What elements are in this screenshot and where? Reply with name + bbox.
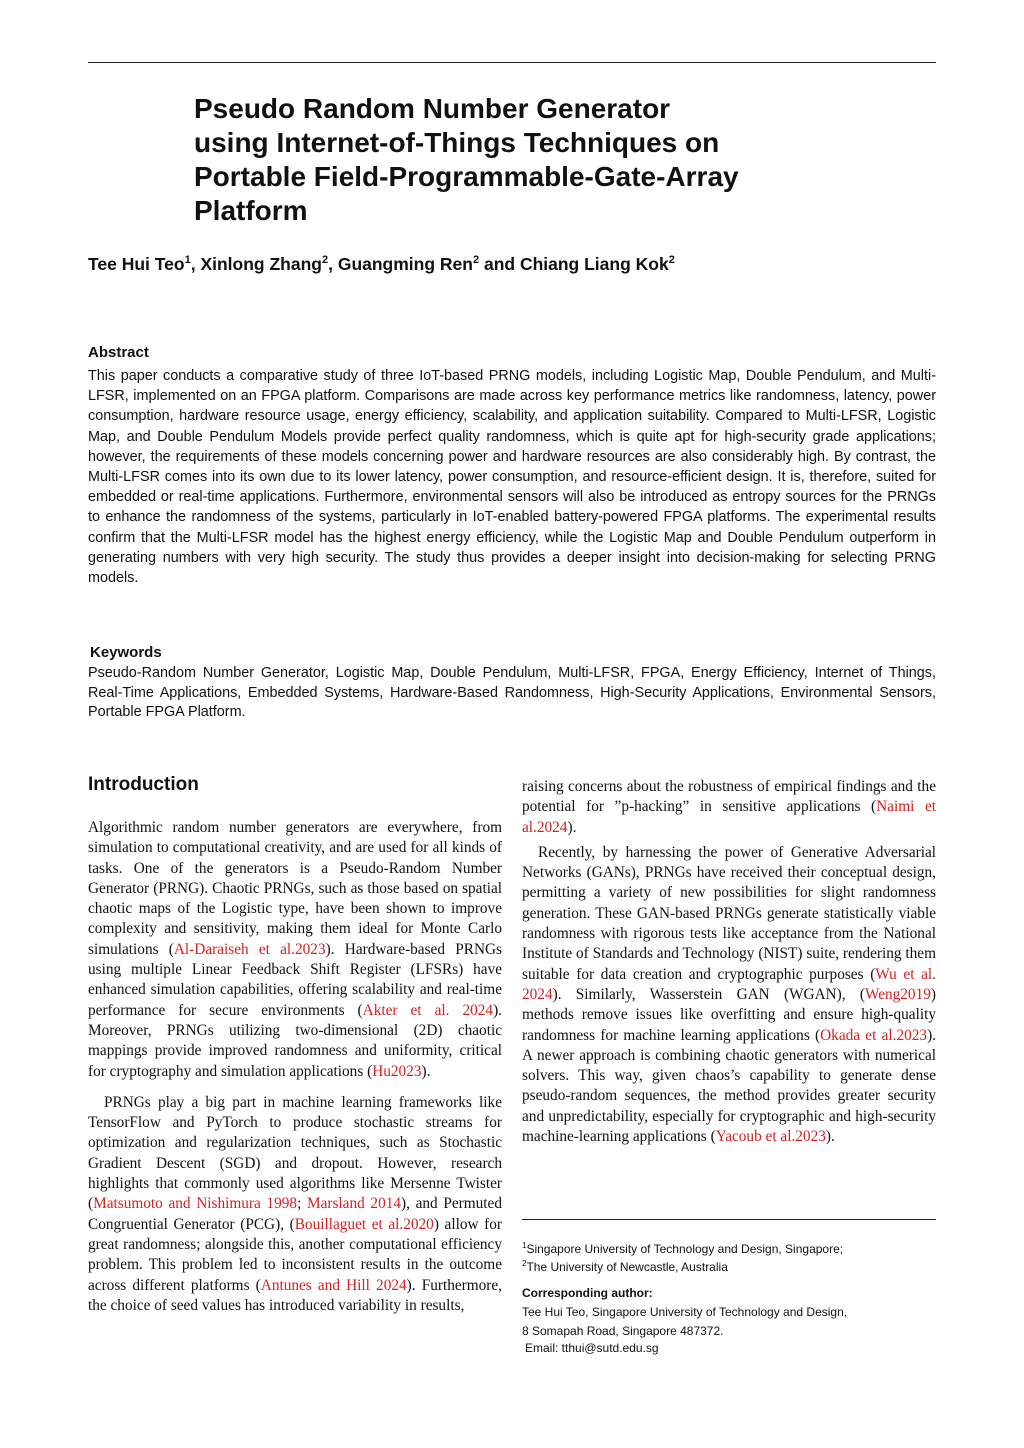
citation-link[interactable]: Hu2023 xyxy=(372,1062,422,1080)
citation-link[interactable]: Marsland 2014 xyxy=(306,1195,402,1213)
top-rule xyxy=(88,62,936,63)
title-line: Pseudo Random Number Generator xyxy=(194,93,671,124)
citation-link[interactable]: Matsumoto and Nishimura 1998 xyxy=(93,1195,298,1213)
citation-link[interactable]: Akter et al. 2024 xyxy=(362,1001,494,1019)
citation-link[interactable]: Bouillaguet et al.2020 xyxy=(294,1215,434,1233)
abstract-text: This paper conducts a comparative study of three IoT-based PRNG models, including Logistic Map, Double Pendulum, and Multi-LFSR, implemented on an FPGA platform. Comparisons are made across key performance metrics like randomness, latency, power consumption, hardware resource usage, energy efficiency, scalability, and application suitability. Compared to Multi-LFSR, Logistic Map, and Double Pendulum Models provide perfect quality randomness, which is quite apt for high-security grade applications; however, the requirements of these models concerning power and hardware resources are also considerably high. By contrast, the Multi-LFSR comes into its own due to its lower latency, power consumption, and resource-efficient design. It is, therefore, suited for embedded or real-time applications. Furthermore, environmental sensors will also be introduced as entropy sources for the PRNGs to enhance the randomness of the systems, particularly in IoT-enabled battery-powered FPGA platforms. The experimental results confirm that the Multi-LFSR model has the highest energy efficiency, while the Logistic Map and Double Pendulum outperform in generating numbers with very high security. The study thus provides a deeper insight into decision-making for selecting PRNG models. xyxy=(88,368,936,587)
citation-link[interactable]: Wu et al. 2024 xyxy=(522,965,936,1003)
affiliation-mark: 2 xyxy=(668,254,675,266)
paper-title xyxy=(194,92,834,228)
footnote-text: Singapore University of Technology and Design, Singapore; xyxy=(526,1242,844,1256)
citation-link[interactable]: Yacoub et al.2023 xyxy=(715,1128,826,1146)
title-line: using Internet-of-Things Techniques on xyxy=(194,127,720,158)
footnote-text: The University of Newcastle, Australia xyxy=(526,1260,728,1274)
right-column xyxy=(522,777,936,1147)
citation-link[interactable]: Al-Daraiseh et al.2023 xyxy=(173,940,326,958)
title-line: Platform xyxy=(194,195,308,226)
corresponding-author-heading: Corresponding author: xyxy=(522,1286,653,1300)
corresponding-author-line: Tee Hui Teo, Singapore University of Technology and Design, xyxy=(522,1305,848,1319)
paragraph: PRNGs play a big part in machine learning frameworks like TensorFlow and PyTorch to produce stochastic streams for optimization and regularization techniques, such as Stochastic Gradient Descent (SGD) and dropout. However, research highlights that commonly used algorithms like Mersenne Twister (Matsumoto and Nishimura 1998; Marsland 2014), and Permuted Congruential Generator (PCG), (Bouillaguet et al.2020) allow for great randomness; alongside this, another computational efficiency problem. This problem led to inconsistent results in the outcome across different platforms (Antunes and Hill 2024). Furthermore, the choice of seed values has introduced variability in results, xyxy=(88,1093,503,1314)
author-separator: , xyxy=(328,254,338,274)
footnote-mark: 1 xyxy=(522,1241,527,1250)
affiliation-mark: 1 xyxy=(184,254,191,266)
title-line: Portable Field-Programmable-Gate-Array xyxy=(194,161,739,192)
paragraph: Recently, by harnessing the power of Generative Adversarial Networks (GANs), PRNGs have received their conceptual design, permitting a variety of new possibilities for slight randomness generation. These GAN-based PRNGs generate statistically viable randomness with rigorous tests like acceptance from the National Institute of Standards and Technology (NIST) suite, rendering them suitable for data creation and cryptographic purposes (Wu et al. 2024). Similarly, Wasserstein GAN (WGAN), (Weng2019) methods remove issues like overfitting and ensure high-quality randomness for machine learning applications (Okada et al.2023). A newer approach is combining chaotic generators with numerical solvers. This way, given chaos’s capability to generate dense pseudo-random sequences, the method provides greater security and unpredictability, especially for cryptographic and high-security machine-learning applications (Yacoub et al.2023). xyxy=(522,843,936,1146)
author-separator: , xyxy=(190,254,201,274)
citation-link[interactable]: Okada et al.2023 xyxy=(820,1026,928,1044)
keywords-heading: Keywords xyxy=(90,644,162,661)
affiliation-mark: 2 xyxy=(321,254,329,266)
footnote xyxy=(522,1255,728,1276)
paragraph: Algorithmic random number generators are everywhere, from simulation to computational creativity, and are used for all kinds of tasks. One of the generators is a Pseudo-Random Number Generator (PRNG). Chaotic PRNGs, such as those based on spatial chaotic maps of the Logistic type, have been shown to improve complexity and sensitivity, making them ideal for Monte Carlo simulations (Al-Daraiseh et al.2023). Hardware-based PRNGs using multiple Linear Feedback Shift Register (LFSRs) have enhanced simulation capabilities, offering scalability and real-time performance for secure environments (Akter et al. 2024). Moreover, PRNGs utilizing two-dimensional (2D) chaotic mappings provide improved randomness and uniformity, critical for cryptography and simulation applications (Hu2023). xyxy=(88,819,502,1080)
author-name: Xinlong Zhang xyxy=(200,254,322,274)
citation-link[interactable]: Weng2019 xyxy=(864,985,931,1003)
citation-link[interactable]: Antunes and Hill 2024 xyxy=(260,1276,407,1294)
affiliation-mark: 2 xyxy=(472,254,480,266)
author-name: Chiang Liang Kok xyxy=(519,254,669,274)
author-list xyxy=(88,254,936,275)
author-name: Guangming Ren xyxy=(337,254,473,274)
corresponding-author-line: 8 Somapah Road, Singapore 487372. xyxy=(522,1324,724,1338)
corresponding-author-email: Email: tthui@sutd.edu.sg xyxy=(525,1341,659,1355)
left-column xyxy=(88,818,502,1316)
introduction-heading: Introduction xyxy=(88,774,199,795)
abstract-heading: Abstract xyxy=(88,344,149,361)
paragraph: raising concerns about the robustness of empirical findings and the potential for ”p-hacking” in sensitive applications (Naimi et al.2024). xyxy=(522,778,936,836)
citation-link[interactable]: Naimi et al.2024 xyxy=(522,798,936,836)
footnote-rule xyxy=(522,1219,936,1220)
keywords-text: Pseudo-Random Number Generator, Logistic Map, Double Pendulum, Multi-LFSR, FPGA, Energy Efficiency, Internet of Things, Real-Time Applications, Embedded Systems, Hardware-Based Randomness, High-Security Applications, Environmental Sensors, Portable FPGA Platform. xyxy=(88,665,936,720)
author-separator: and xyxy=(479,254,520,274)
footnote-mark: 2 xyxy=(522,1259,527,1268)
author-name: Tee Hui Teo xyxy=(88,254,185,274)
